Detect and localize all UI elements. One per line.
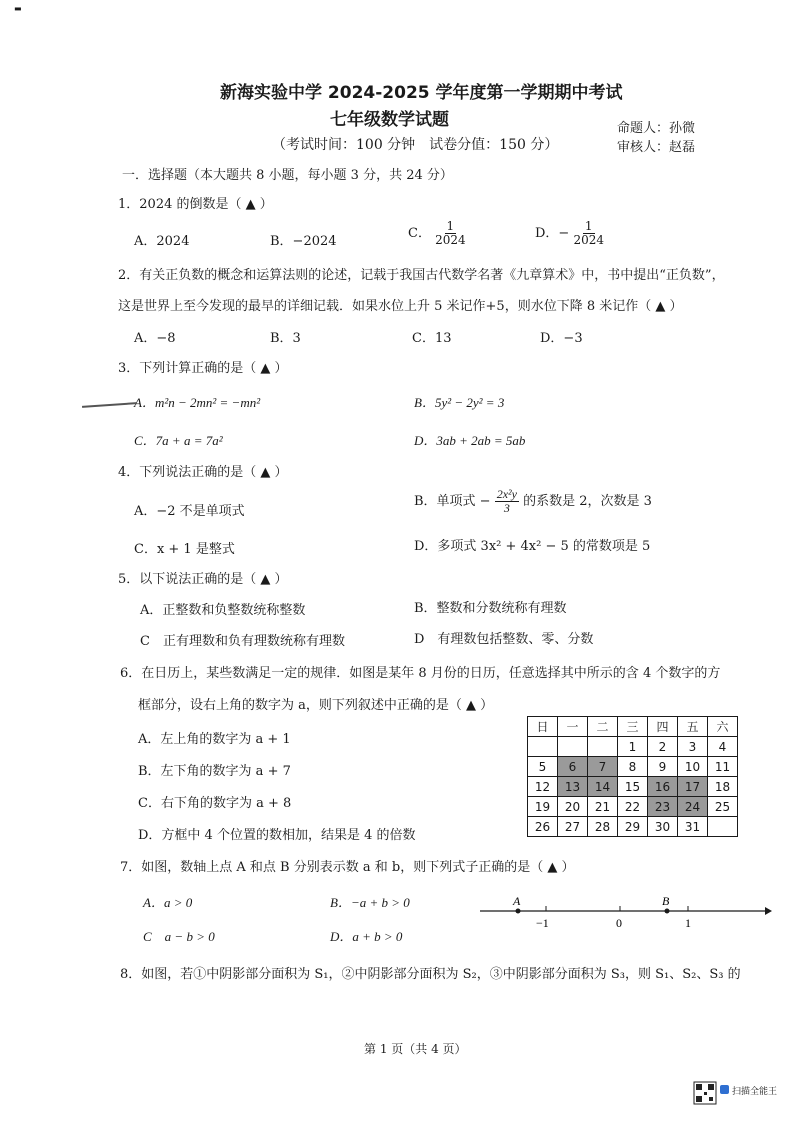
label-a: A [513, 894, 521, 908]
q6-line2: 框部分，设右上角的数字为 a，则下列叙述中正确的是（ ▲ ） [138, 698, 494, 713]
q5-stem: 5．以下说法正确的是（ ▲ ） [118, 572, 288, 587]
cal-cell: 1 [618, 737, 648, 757]
cal-cell: 31 [678, 817, 708, 837]
q2-option-b: B．3 [270, 331, 301, 346]
corner-mark: ▬ [14, 4, 22, 13]
cal-head-thu: 四 [648, 717, 678, 737]
cal-cell: 12 [528, 777, 558, 797]
cal-cell-shaded: 6 [558, 757, 588, 777]
cal-cell: 30 [648, 817, 678, 837]
cal-cell: 20 [558, 797, 588, 817]
q3-stem: 3．下列计算正确的是（ ▲ ） [118, 361, 288, 376]
q7-stem: 7．如图，数轴上点 A 和点 B 分别表示数 a 和 b，则下列式子正确的是（ ▲ ） [120, 860, 575, 875]
cal-cell: 28 [588, 817, 618, 837]
q4-b-pre: B．单项式 − [414, 494, 491, 509]
cal-cell-shaded: 23 [648, 797, 678, 817]
q8-stem: 8．如图，若①中阴影部分面积为 S₁，②中阴影部分面积为 S₂，③中阴影部分面积为 S₃，则 S₁、S₂、S₃ 的 [120, 967, 741, 982]
cal-cell: 8 [618, 757, 648, 777]
q1-d-label: D．− [535, 226, 570, 241]
cal-cell: 18 [708, 777, 738, 797]
q6-option-a: A．左上角的数字为 a + 1 [138, 732, 291, 747]
q4-option-c: C．x + 1 是整式 [134, 542, 235, 557]
cal-cell: 22 [618, 797, 648, 817]
q1-d-fraction [573, 220, 604, 247]
q6-option-d: D．方框中 4 个位置的数相加，结果是 4 的倍数 [138, 828, 416, 843]
q3-option-c: C．7a + a = 7a² [134, 433, 223, 448]
cal-head-fri: 五 [678, 717, 708, 737]
cal-cell: 11 [708, 757, 738, 777]
cal-cell-shaded: 16 [648, 777, 678, 797]
q4-b-post: 的系数是 2，次数是 3 [523, 494, 652, 509]
q1-c-label: C． [408, 226, 431, 241]
label-one: 1 [685, 916, 691, 930]
label-neg1: −1 [536, 916, 549, 930]
q2-option-a: A．−8 [134, 331, 176, 346]
cal-cell [708, 817, 738, 837]
cal-cell [528, 737, 558, 757]
cal-cell-shaded: 13 [558, 777, 588, 797]
q4-option-d: D．多项式 3x² + 4x² − 5 的常数项是 5 [414, 539, 651, 554]
exam-info: （考试时间：100 分钟 试卷分值：150 分） [272, 137, 559, 153]
cal-head-mon: 一 [558, 717, 588, 737]
cal-cell: 4 [708, 737, 738, 757]
q4-b-fraction [495, 488, 519, 515]
q1-d-den: 2024 [573, 233, 605, 247]
q1-stem: 1．2024 的倒数是（ ▲ ） [118, 197, 273, 212]
calendar [527, 716, 738, 837]
cal-cell: 26 [528, 817, 558, 837]
q1-c-fraction [435, 220, 466, 247]
q6-option-b: B．左下角的数字为 a + 7 [138, 764, 291, 779]
q5-option-b: B．整数和分数统称有理数 [414, 601, 567, 616]
q2-option-c: C．13 [412, 331, 452, 346]
scanner-brand-text: 扫描全能王 [732, 1087, 778, 1097]
q4-b-den: 3 [503, 501, 510, 515]
arrow-head-icon [765, 907, 772, 915]
point-a [516, 909, 521, 914]
number-line [480, 894, 772, 934]
cal-cell: 15 [618, 777, 648, 797]
cal-head-sun: 日 [528, 717, 558, 737]
cal-cell-shaded: 14 [588, 777, 618, 797]
q7-option-d: D．a + b > 0 [330, 929, 403, 944]
q7-option-b: B．−a + b > 0 [330, 895, 410, 910]
q1-option-d [535, 220, 604, 247]
q1-option-b: B．−2024 [270, 234, 337, 249]
q4-option-b [414, 488, 652, 515]
page-number: 第 1 页（共 4 页） [364, 1042, 467, 1056]
section-title: 一．选择题（本大题共 8 小题，每小题 3 分，共 24 分） [122, 168, 453, 183]
cal-head-sat: 六 [708, 717, 738, 737]
exam-subtitle: 七年级数学试题 [330, 110, 449, 130]
cal-cell: 2 [648, 737, 678, 757]
cal-cell: 10 [678, 757, 708, 777]
q1-c-num: 1 [446, 219, 455, 233]
label-zero: 0 [616, 916, 622, 930]
point-b [665, 909, 670, 914]
pen-stroke [82, 402, 137, 408]
label-b: B [662, 894, 670, 908]
q1-option-c [408, 220, 466, 247]
q7-option-a: A．a > 0 [143, 895, 193, 910]
cal-cell-shaded: 7 [588, 757, 618, 777]
cal-cell: 21 [588, 797, 618, 817]
q3-option-a: A．m²n − 2mn² = −mn² [134, 395, 261, 410]
q6-option-c: C．右下角的数字为 a + 8 [138, 796, 292, 811]
cal-cell: 27 [558, 817, 588, 837]
q2-line1: 2．有关正负数的概念和运算法则的论述，记载于我国古代数学名著《九章算术》中，书中提出“正负数”， [118, 268, 725, 283]
cal-cell: 19 [528, 797, 558, 817]
q5-option-d: D 有理数包括整数、零、分数 [414, 632, 594, 647]
cal-cell-shaded: 17 [678, 777, 708, 797]
cal-head-tue: 二 [588, 717, 618, 737]
q4-option-a: A．−2 不是单项式 [134, 504, 245, 519]
cal-cell [588, 737, 618, 757]
reviewer: 审核人：赵磊 [617, 140, 696, 155]
scanner-watermark [692, 1080, 780, 1110]
cal-cell: 3 [678, 737, 708, 757]
q7-option-c: C a − b > 0 [143, 929, 215, 944]
cal-cell: 25 [708, 797, 738, 817]
cal-cell: 9 [648, 757, 678, 777]
q4-stem: 4．下列说法正确的是（ ▲ ） [118, 465, 288, 480]
q1-d-num: 1 [584, 219, 593, 233]
q5-option-a: A．正整数和负整数统称整数 [140, 603, 306, 618]
cal-cell: 5 [528, 757, 558, 777]
q1-c-den: 2024 [435, 233, 466, 247]
exam-title: 新海实验中学 2024-2025 学年度第一学期期中考试 [220, 83, 623, 103]
q4-b-num: 2x²y [496, 487, 517, 501]
cal-head-wed: 三 [618, 717, 648, 737]
q3-option-b: B．5y² − 2y² = 3 [414, 395, 505, 410]
q6-line1: 6．在日历上，某些数满足一定的规律．如图是某年 8 月份的日历，任意选择其中所示的含 4 个数字的方 [120, 666, 721, 681]
q3-option-d: D．3ab + 2ab = 5ab [414, 433, 526, 448]
cal-cell: 29 [618, 817, 648, 837]
q2-line2: 这是世界上至今发现的最早的详细记载．如果水位上升 5 米记作+5，则水位下降 8 米记作（ ▲ ） [118, 299, 683, 314]
q2-option-d: D．−3 [540, 331, 583, 346]
cal-cell [558, 737, 588, 757]
setter: 命题人：孙微 [617, 121, 696, 136]
q5-option-c: C 正有理数和负有理数统称有理数 [140, 634, 345, 649]
q1-option-a: A．2024 [134, 234, 190, 249]
cal-cell-shaded: 24 [678, 797, 708, 817]
